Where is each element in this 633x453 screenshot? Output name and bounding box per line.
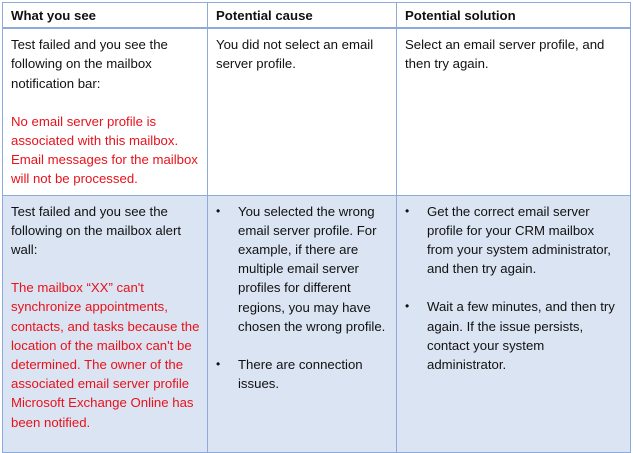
bullet-icon: • (216, 357, 221, 372)
header-potential-solution: Potential solution (397, 3, 631, 29)
cell-potential-solution (397, 195, 631, 452)
cause-text: You did not select an email server profile. (216, 37, 374, 72)
symptom-text: Test failed and you see the following on the mailbox alert wall: (11, 203, 182, 258)
table-header-row (3, 3, 631, 29)
list-item (405, 202, 624, 279)
cause-text: There are connection issues. (238, 357, 363, 392)
troubleshooting-table (2, 2, 631, 453)
error-message: The mailbox “XX” can't synchronize appointments, contacts, and tasks because the location of the mailbox can't be determined. The owner of the associated email server profile Microsoft Exchange Online has been notified. (11, 280, 200, 430)
list-item (216, 355, 390, 393)
list-item (216, 202, 390, 336)
cell-potential-cause (208, 28, 397, 195)
bullet-icon: • (216, 203, 221, 218)
table-row (3, 28, 631, 195)
table-row (3, 195, 631, 452)
symptom-text: Test failed and you see the following on the mailbox notification bar: (11, 37, 168, 91)
solution-list (405, 202, 624, 375)
cell-what-you-see (3, 28, 208, 195)
cell-what-you-see (3, 195, 208, 452)
header-potential-cause: Potential cause (208, 3, 397, 29)
bullet-icon: • (405, 203, 410, 218)
error-message: No email server profile is associated with this mailbox. Email messages for the mailbox will not be processed. (11, 113, 198, 187)
cause-list (216, 202, 390, 394)
solution-text: Get the correct email server profile for your CRM mailbox from your system administrator, and then try again. (427, 203, 611, 277)
cause-text: You selected the wrong email server profile. For example, if there are multiple email server profiles for different regions, you may have chosen the wrong profile. (238, 203, 386, 334)
solution-text: Select an email server profile, and then try again. (405, 37, 605, 72)
bullet-icon: • (405, 299, 410, 314)
solution-text: Wait a few minutes, and then try again. If the issue persists, contact your system administrator. (427, 299, 615, 373)
list-item (405, 297, 624, 374)
header-what-you-see: What you see (3, 3, 208, 29)
cell-potential-solution (397, 28, 631, 195)
cell-potential-cause (208, 195, 397, 452)
